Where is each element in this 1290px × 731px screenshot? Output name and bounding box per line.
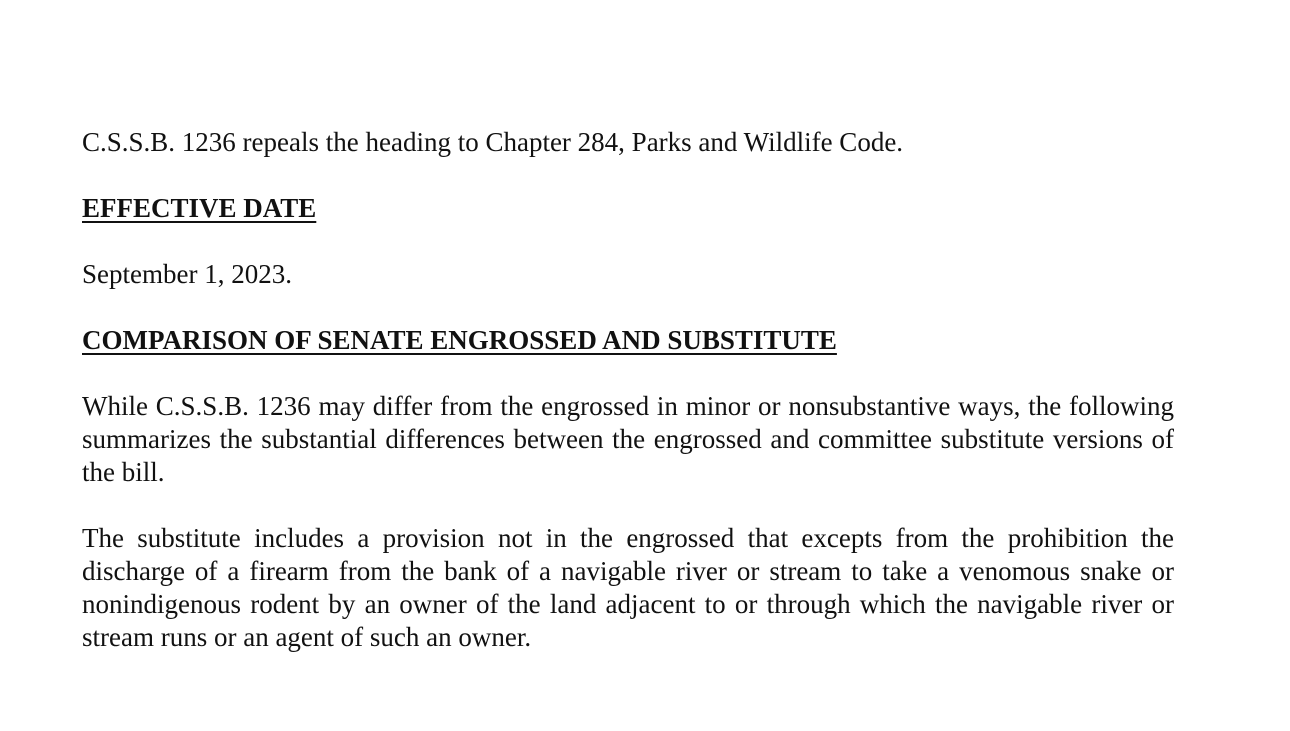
effective-date-text: September 1, 2023. (82, 259, 292, 289)
comparison-paragraph: While C.S.S.B. 1236 may differ from the engrossed in minor or nonsubstantive ways, the following summarizes the substantial differences between the engrossed and committee substitute versions of the bill. (82, 391, 1174, 487)
intro-paragraph: C.S.S.B. 1236 repeals the heading to Chapter 284, Parks and Wildlife Code. (82, 127, 904, 157)
document-page (82, 126, 1174, 654)
effective-date-heading: EFFECTIVE DATE (82, 193, 317, 223)
substitute-paragraph: The substitute includes a provision not in the engrossed that excepts from the prohibition the discharge of a firearm from the bank of a navigable river or stream to take a venomous snake or nonindigenous rodent by an owner of the land adjacent to or through which the navigable river or stream runs or an agent of such an owner. (82, 523, 1174, 652)
comparison-heading: COMPARISON OF SENATE ENGROSSED AND SUBSTITUTE (82, 325, 837, 355)
